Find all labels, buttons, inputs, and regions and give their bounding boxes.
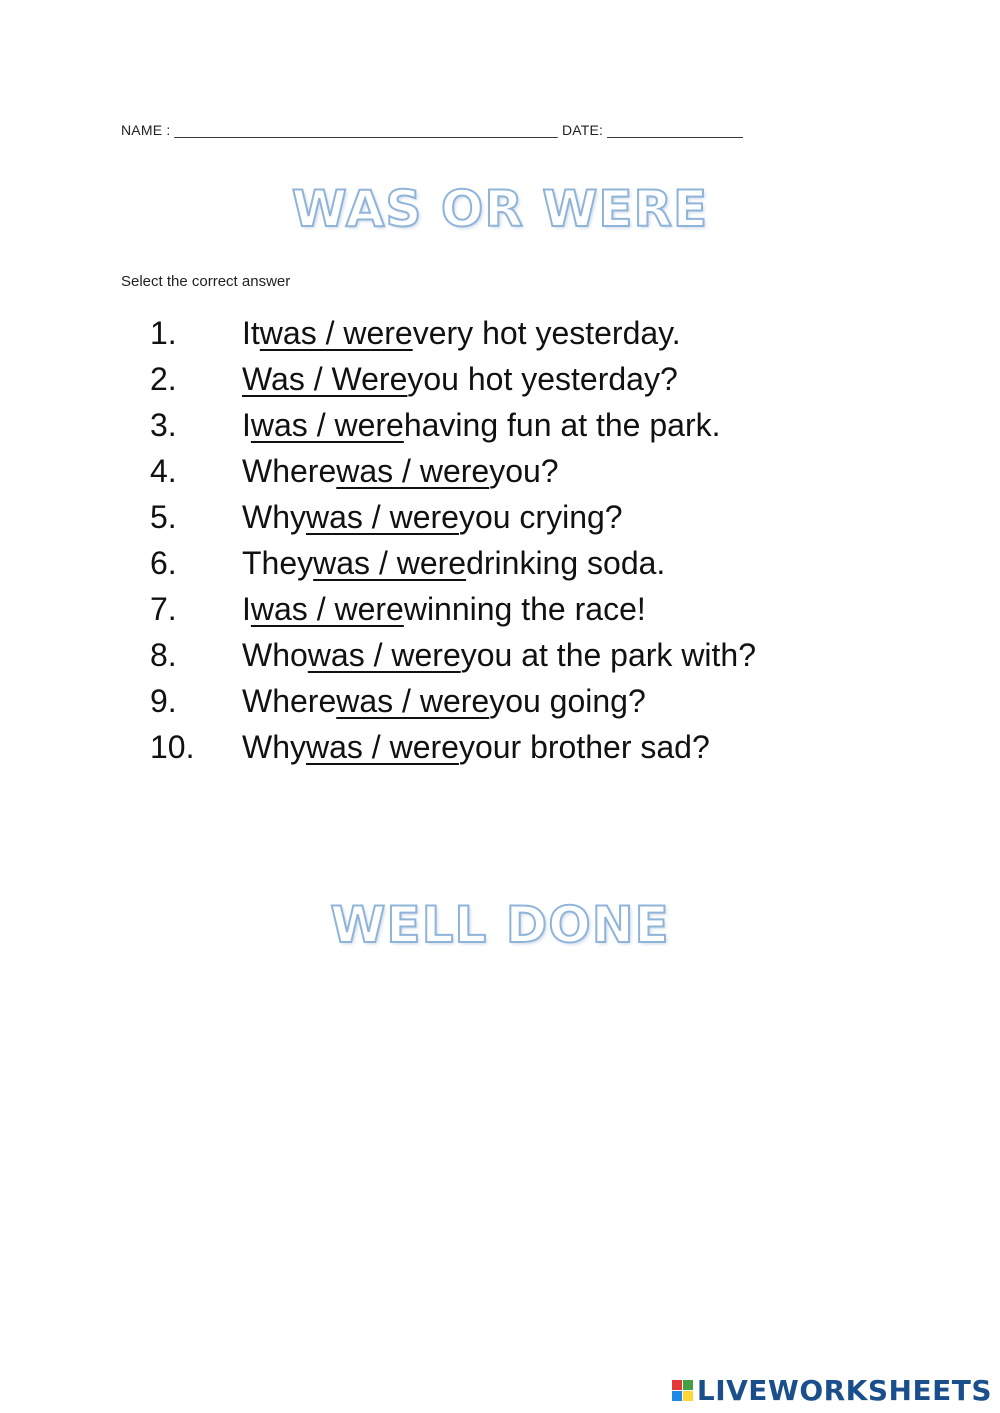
question-number: 8. (150, 636, 177, 673)
question-item (150, 586, 756, 632)
liveworksheets-logo-icon (672, 1380, 693, 1401)
question-text-after: you hot yesterday? (407, 360, 678, 397)
question-text-after: having fun at the park. (403, 406, 721, 443)
question-text-before: Why (242, 498, 306, 535)
logo-text: LIVEWORKSHEETS (696, 1374, 992, 1407)
question-item (150, 494, 756, 540)
question-text-after: you going? (489, 682, 646, 719)
question-text-after: your brother sad? (458, 728, 710, 765)
question-text-before: They (242, 544, 314, 581)
answer-choice[interactable]: Was / Were (242, 360, 408, 397)
well-done-text: WELL DONE (330, 896, 670, 954)
question-item (150, 678, 756, 724)
question-text-after: you crying? (458, 498, 623, 535)
question-item (150, 356, 756, 402)
question-number: 1. (150, 314, 177, 351)
question-text-before: Why (242, 728, 306, 765)
question-item (150, 448, 756, 494)
question-item (150, 402, 756, 448)
answer-choice[interactable]: was / were (250, 590, 404, 627)
question-number: 5. (150, 498, 177, 535)
question-text-before: Where (242, 452, 337, 489)
answer-choice[interactable]: was / were (336, 452, 490, 489)
question-number: 4. (150, 452, 177, 489)
question-number: 6. (150, 544, 177, 581)
name-date-line: NAME : ________________________________________________ DATE: _________________ (121, 122, 743, 138)
question-text-after: drinking soda. (466, 544, 666, 581)
question-list (150, 310, 756, 770)
answer-choice[interactable]: was / were (259, 314, 413, 351)
question-number: 7. (150, 590, 177, 627)
question-text-after: winning the race! (403, 590, 646, 627)
worksheet-title: WAS OR WERE (291, 180, 709, 238)
question-number: 3. (150, 406, 177, 443)
question-number: 2. (150, 360, 177, 397)
question-number: 9. (150, 682, 177, 719)
question-item (150, 724, 756, 770)
question-text-after: very hot yesterday. (412, 314, 681, 351)
instruction-text: Select the correct answer (121, 273, 291, 290)
answer-choice[interactable]: was / were (336, 682, 490, 719)
answer-choice[interactable]: was / were (306, 498, 459, 535)
question-item (150, 540, 756, 586)
question-item (150, 310, 756, 356)
liveworksheets-logo (672, 1374, 992, 1407)
answer-choice[interactable]: was / were (313, 544, 467, 581)
question-item (150, 632, 756, 678)
answer-choice[interactable]: was / were (307, 636, 461, 673)
question-text-before: Where (242, 682, 337, 719)
question-text-after: you? (489, 452, 559, 489)
question-text-before: I (242, 406, 251, 443)
question-text-after: you at the park with? (460, 636, 757, 673)
answer-choice[interactable]: was / were (306, 728, 459, 765)
question-text-before: It (242, 314, 260, 351)
question-number: 10. (150, 728, 195, 765)
answer-choice[interactable]: was / were (250, 406, 404, 443)
question-text-before: I (242, 590, 251, 627)
question-text-before: Who (242, 636, 308, 673)
